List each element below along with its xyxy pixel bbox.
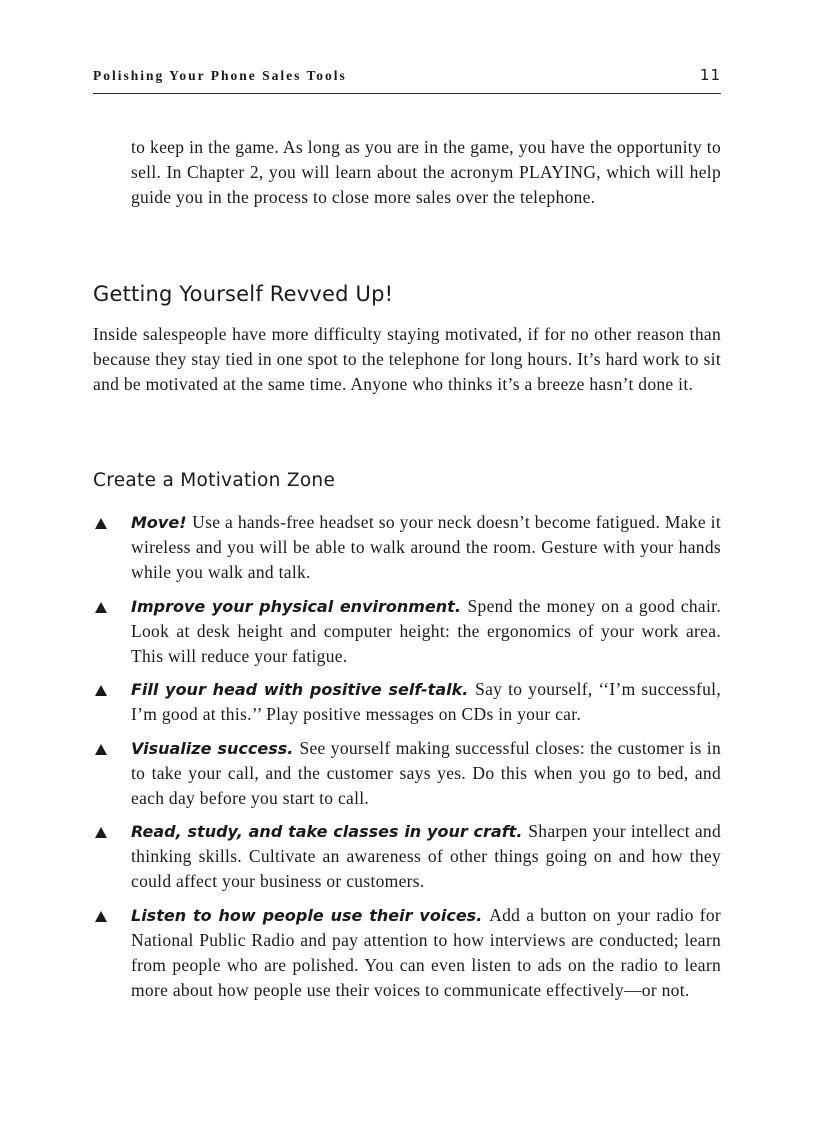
bullet-lead: Fill your head with positive self-talk. <box>131 680 476 699</box>
list-item <box>93 903 721 1003</box>
bullet-lead: Move! <box>131 513 193 532</box>
bullet-lead: Improve your physical environment. <box>131 596 468 616</box>
section-heading: Getting Yourself Revved Up! <box>93 282 394 306</box>
page-number: 11 <box>699 66 721 84</box>
bullet-text: Say to yourself, ‘‘I’m successful, I’m good at this.’’ Play positive messages on CDs in your car. <box>131 679 721 724</box>
bullet-text: Use a hands-free headset so your neck doesn’t become fatigued. Make it wireless and you will be able to walk around the room. Gesture with your hands while you walk and talk. <box>131 512 721 582</box>
bullet-text: See yourself making successful closes: the customer is in to take your call, and the customer says yes. Do this when you go to bed, and each day before you start to call. <box>131 737 721 808</box>
triangle-bullet-icon <box>95 518 107 529</box>
intro-paragraph: Inside salespeople have more difficulty staying motivated, if for no other reason than because they stay tied in one spot to the telephone for long hours. It’s hard work to sit and be motivated at the same time. Anyone who thinks it’s a breeze hasn’t done it. <box>93 324 721 394</box>
bullet-lead: Listen to how people use their voices. <box>131 905 490 925</box>
triangle-bullet-icon <box>95 911 107 922</box>
continued-paragraph: to keep in the game. As long as you are in the game, you have the opportunity to sell. In Chapter 2, you will learn about the acronym PLAYING, which will help guide you in the process to close more sales over the telephone. <box>131 137 721 207</box>
subsection-heading: Create a Motivation Zone <box>93 470 336 491</box>
running-head <box>93 66 721 94</box>
triangle-bullet-icon <box>95 602 107 613</box>
list-item <box>93 736 721 811</box>
bullet-text: Spend the money on a good chair. Look at desk height and computer height: the ergonomics of your work area. This will reduce your fatigue. <box>131 595 721 666</box>
triangle-bullet-icon <box>95 685 107 696</box>
running-title: Polishing Your Phone Sales Tools <box>93 68 347 83</box>
list-item <box>93 677 721 727</box>
motivation-list <box>93 510 721 1011</box>
list-item <box>93 594 721 669</box>
triangle-bullet-icon <box>95 744 107 755</box>
bullet-lead: Read, study, and take classes in your craft. <box>131 822 529 841</box>
list-item <box>93 819 721 894</box>
triangle-bullet-icon <box>95 827 107 838</box>
bullet-lead: Visualize success. <box>131 738 300 758</box>
bullet-text: Add a button on your radio for National Public Radio and pay attention to how interviews are conducted; learn from people who are polished. You can even listen to ads on the radio to learn more about how people use their voices to communicate effectively—or not. <box>131 904 721 1000</box>
bullet-text: Sharpen your intellect and thinking skills. Cultivate an awareness of other things going on and how they could affect your business or customers. <box>131 821 721 891</box>
list-item <box>93 510 721 585</box>
